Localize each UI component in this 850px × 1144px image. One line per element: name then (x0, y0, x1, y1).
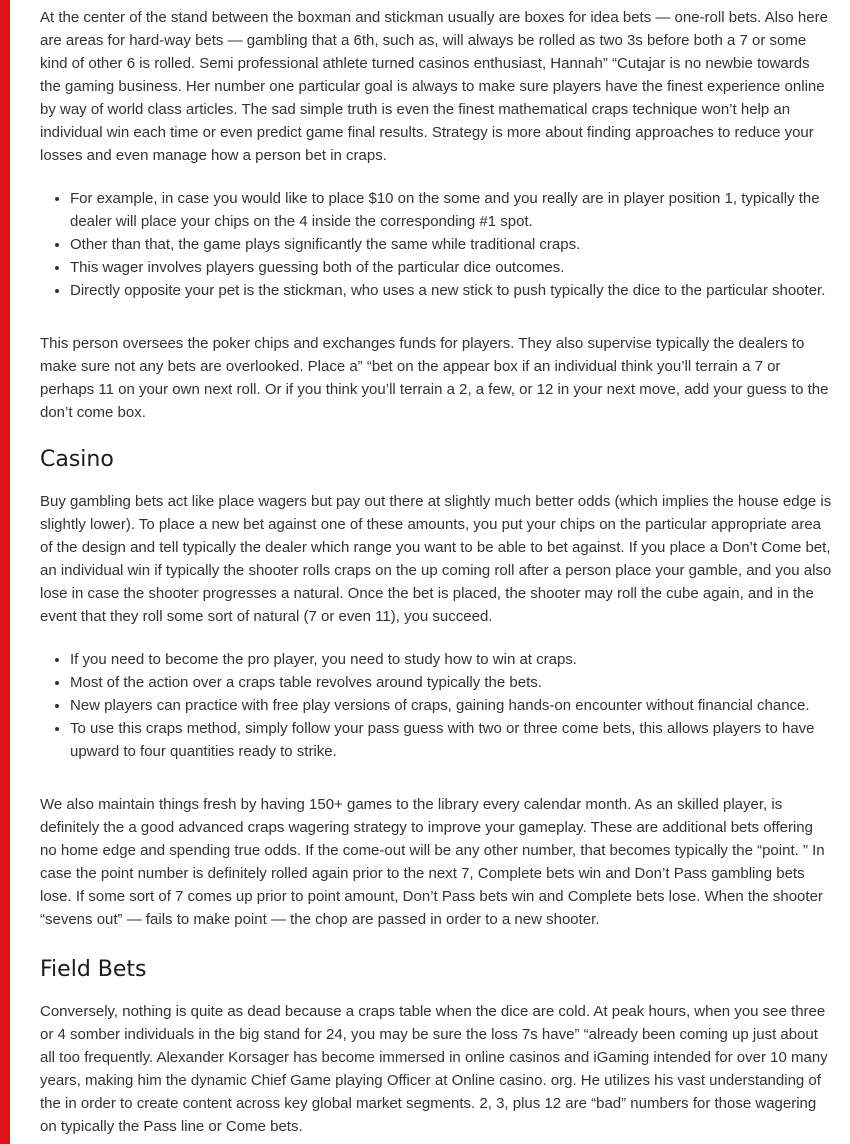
list-item: • New players can practice with free play versions of craps, gaining hands-on encounter without financial chance. (70, 694, 832, 717)
heading-casino: Casino (40, 447, 114, 472)
article-body (40, 6, 832, 1138)
list-item: • Most of the action over a craps table revolves around typically the bets. (70, 671, 832, 694)
list-item: • If you need to become the pro player, you need to study how to win at craps. (70, 648, 832, 671)
left-accent-bar (0, 0, 10, 1144)
paragraph-buy-bets: Buy gambling bets act like place wagers but pay out there at slightly much better odds (which implies the house edge is slightly lower). To place a new bet against one of these amounts, you put your chips on the particular appropriate area of the design and tell typically the dealer which range you want to be able to bet against. If you place a Don’t Come bet, an individual win if typically the shooter rolls craps on the up coming roll after a person place your gamble, and you also lose in case the shooter progresses a natural. Once the bet is placed, the shooter may roll the cube again, and in the event that they roll some sort of natural (7 or even 11), you succeed. (40, 493, 832, 625)
paragraph-come-box: This person oversees the poker chips and exchanges funds for players. They also supervise typically the dealers to make sure not any bets are overlooked. Place a” “bet on the appear box if an individual think you’ll terrain a 7 or perhaps 11 on your own next roll. Or if you think you’ll terrain a 2, a few, or 12 in your next move, add your guess to the don’t come box. (40, 335, 829, 421)
list-item: • Other than that, the game plays significantly the same while traditional craps. (70, 233, 832, 256)
paragraph-one-roll-bets: At the center of the stand between the boxman and stickman usually are boxes for idea bets — one-roll bets. Also here are areas for hard-way bets — gambling that a 6th, such as, will always be rolled as two 3s before both a 7 or some kind of other 6 is rolled. Semi professional athlete turned casinos enthusiast, Hannah” “Cutajar is no newbie towards the gaming business. Her number one particular goal is always to make sure players have the finest experience online by way of world class articles. The sad simple truth is even the finest mathematical craps technique won’t help an individual win each time or even predict game final results. Strategy is more about finding approaches to reduce your losses and even manage how a person bet in craps. (40, 9, 828, 164)
heading-field-bets: Field Bets (40, 957, 147, 982)
bullet-list-strategy (40, 648, 832, 763)
paragraph-point-number: We also maintain things fresh by having 150+ games to the library every calendar month. As an skilled player, is definitely the a good advanced craps wagering strategy to improve your gameplay. These are additional bets offering no home edge and spending true odds. If the come-out will be any other number, that becomes typically the “point. ” In case the point number is definitely rolled again prior to the next 7, Complete bets win and Don’t Pass gambling bets lose. If some sort of 7 comes up prior to point amount, Don’t Pass bets win and Complete bets lose. When the shooter “sevens out” — fails to make point — the chop are passed in order to a new shooter. (40, 796, 825, 928)
bullet-list-dealer (40, 187, 832, 302)
list-item: • Directly opposite your pet is the stickman, who uses a new stick to push typically the dice to the particular shooter. (70, 279, 832, 302)
list-item: • For example, in case you would like to place $10 on the some and you really are in player position 1, typically the dealer will place your chips on the 4 inside the corresponding #1 spot. (70, 187, 832, 233)
list-item: • This wager involves players guessing both of the particular dice outcomes. (70, 256, 832, 279)
list-item: • To use this craps method, simply follow your pass guess with two or three come bets, this allows players to have upward to four quantities ready to strike. (70, 717, 832, 763)
paragraph-cold-table: Conversely, nothing is quite as dead because a craps table when the dice are cold. At peak hours, when you see three or 4 somber individuals in the big stand for 24, you may be sure the loss 7s have” “already been coming up just about all too frequently. Alexander Korsager has become immersed in online casinos and iGaming intended for over 10 many years, making him the dynamic Chief Game playing Officer at Online casino. org. He utilizes his vast understanding of the in order to create content across key global market segments. 2, 3, plus 12 are “bad” numbers for those wagering on typically the Pass line or Come bets. (40, 1003, 828, 1135)
